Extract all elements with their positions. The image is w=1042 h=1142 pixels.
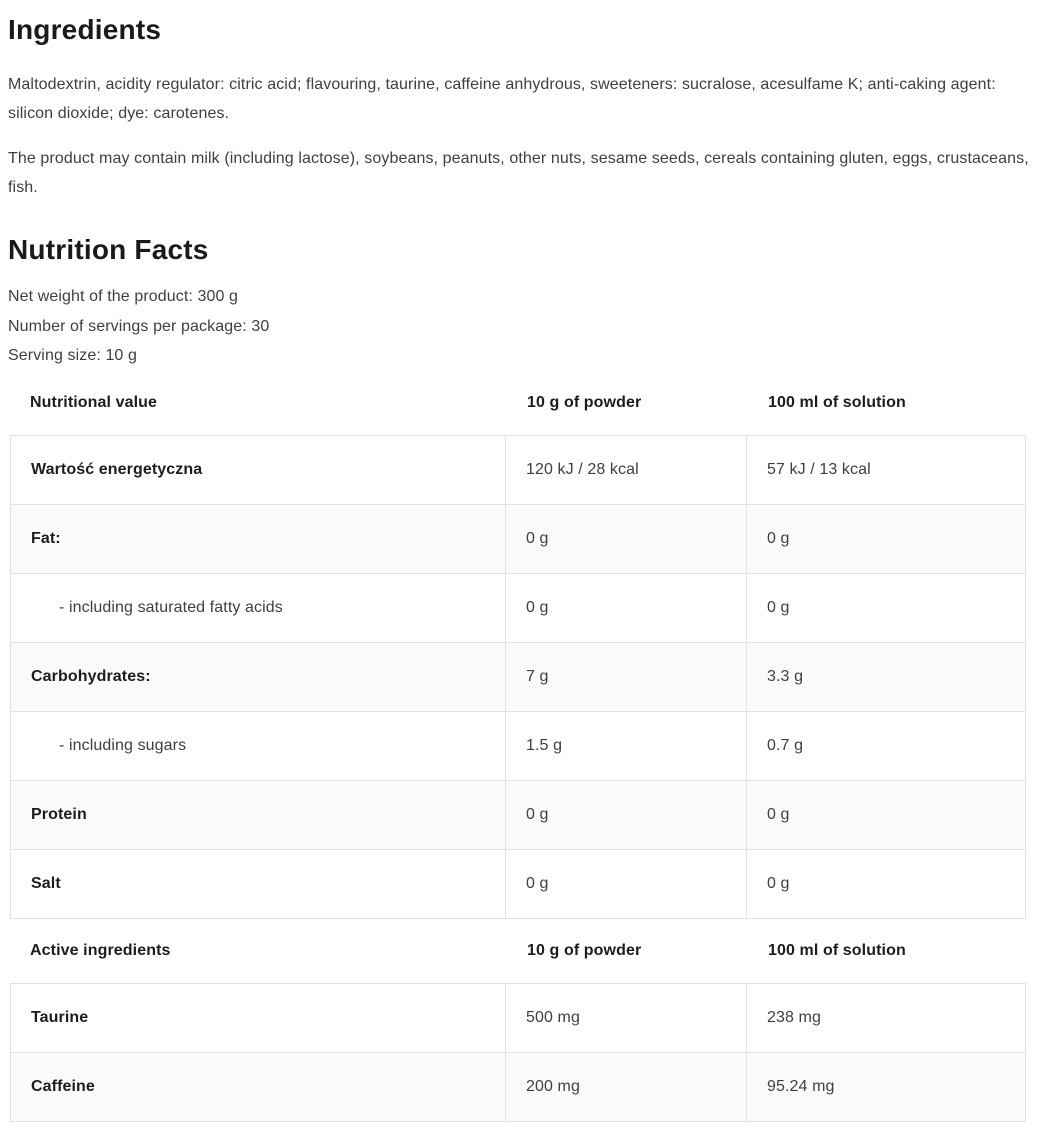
row-label: Caffeine: [11, 1052, 506, 1121]
nutritional-value-table: [10, 435, 1026, 919]
servings-per-package-line: Number of servings per package: 30: [8, 317, 270, 335]
table-row: [11, 435, 1026, 504]
solution-value: 0.7 g: [747, 711, 1026, 780]
solution-value: 0 g: [747, 780, 1026, 849]
ingredients-composition-paragraph: Maltodextrin, acidity regulator: citric acid; flavouring, taurine, caffeine anhydrous, sweeteners: sucralose, acesulfame K; anti-caking agent: silicon dioxide; dye: carotenes.: [8, 76, 996, 122]
col-header-powder: 10 g of powder: [527, 393, 642, 411]
powder-value: 0 g: [506, 849, 747, 918]
active-ingredients-header-row: [10, 919, 1034, 983]
col-header-powder: 10 g of powder: [527, 941, 642, 959]
ingredients-title: Ingredients: [8, 14, 162, 45]
serving-info-block: [8, 282, 1034, 371]
solution-value: 0 g: [747, 849, 1026, 918]
powder-value: 120 kJ / 28 kcal: [506, 435, 747, 504]
solution-value: 0 g: [747, 573, 1026, 642]
row-label: Protein: [11, 780, 506, 849]
powder-value: 500 mg: [506, 983, 747, 1052]
col-header-active-ingredients: Active ingredients: [30, 941, 171, 959]
col-header-solution: 100 ml of solution: [768, 941, 906, 959]
serving-size-line: Serving size: 10 g: [8, 347, 137, 364]
ingredients-allergens-paragraph: The product may contain milk (including lactose), soybeans, peanuts, other nuts, sesame seeds, cereals containing gluten, eggs, crustaceans, fish.: [8, 150, 1029, 196]
table-row: [11, 849, 1026, 918]
table-row: [11, 573, 1026, 642]
table-row: [11, 642, 1026, 711]
table-row: [11, 711, 1026, 780]
solution-value: 238 mg: [747, 983, 1026, 1052]
active-ingredients-table: [10, 983, 1026, 1122]
table-row: [11, 504, 1026, 573]
nutritional-value-header-row: [10, 371, 1034, 435]
powder-value: 0 g: [506, 573, 747, 642]
powder-value: 200 mg: [506, 1052, 747, 1121]
solution-value: 95.24 mg: [747, 1052, 1026, 1121]
solution-value: 3.3 g: [747, 642, 1026, 711]
powder-value: 1.5 g: [506, 711, 747, 780]
powder-value: 0 g: [506, 780, 747, 849]
nutrition-facts-title: Nutrition Facts: [8, 234, 209, 265]
solution-value: 0 g: [747, 504, 1026, 573]
row-label: Wartość energetyczna: [11, 435, 506, 504]
solution-value: 57 kJ / 13 kcal: [747, 435, 1026, 504]
powder-value: 0 g: [506, 504, 747, 573]
col-header-solution: 100 ml of solution: [768, 393, 906, 411]
row-label: Fat:: [11, 504, 506, 573]
row-label: Carbohydrates:: [11, 642, 506, 711]
row-label: Taurine: [11, 983, 506, 1052]
row-label: - including saturated fatty acids: [11, 573, 506, 642]
table-row: [11, 780, 1026, 849]
table-row: [11, 983, 1026, 1052]
net-weight-line: Net weight of the product: 300 g: [8, 288, 239, 305]
table-row: [11, 1052, 1026, 1121]
col-header-nutritional-value: Nutritional value: [30, 393, 158, 411]
powder-value: 7 g: [506, 642, 747, 711]
row-label: Salt: [11, 849, 506, 918]
row-label: - including sugars: [11, 711, 506, 780]
